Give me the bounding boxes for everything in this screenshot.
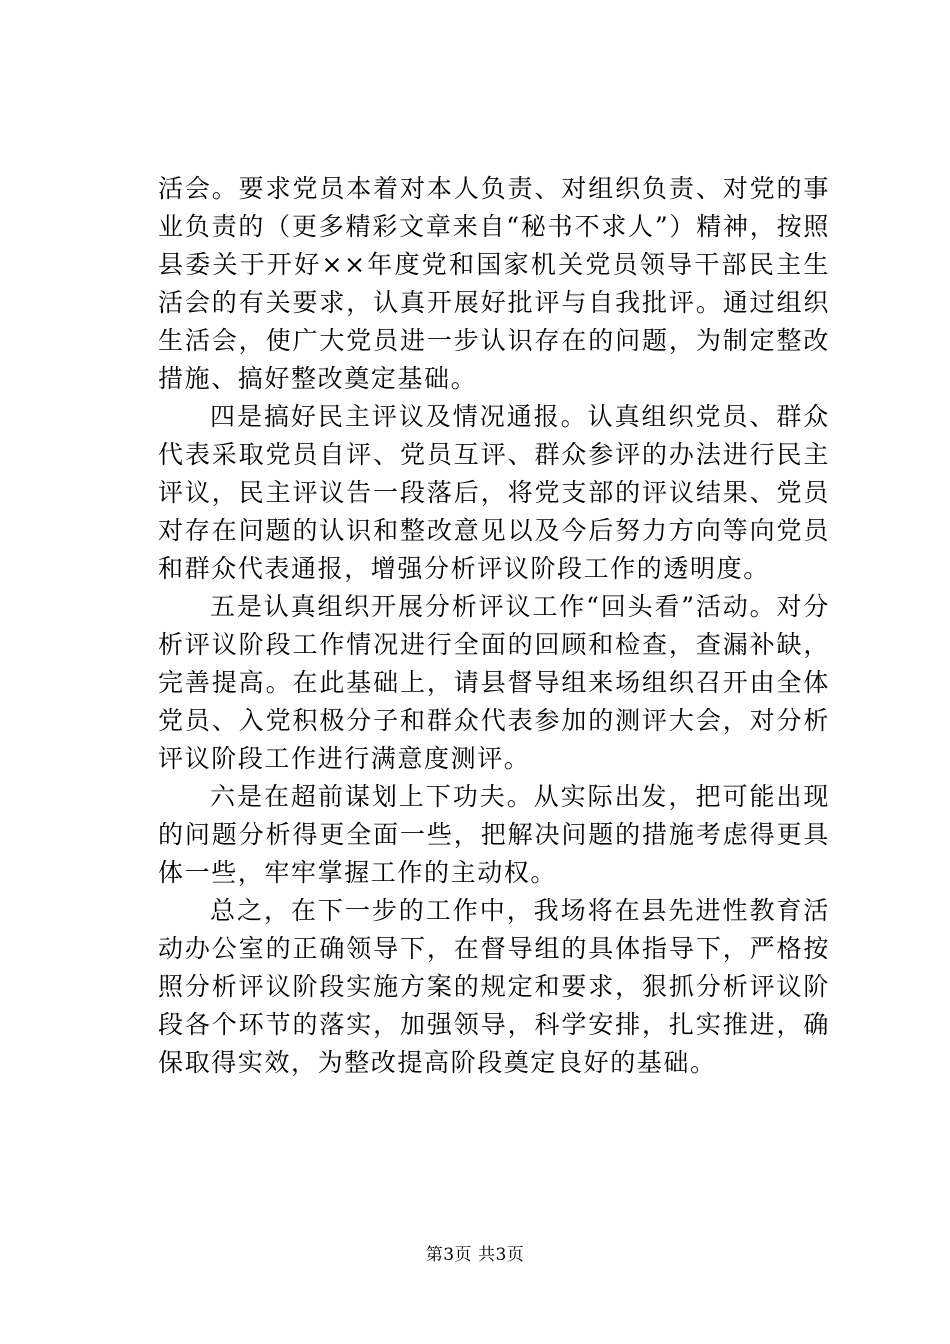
- paragraph-conclusion: 总之，在下一步的工作中，我场将在县先进性教育活动办公室的正确领导下，在督导组的具体指导下，严格按照分析评议阶段实施方案的规定和要求，狠抓分析评议阶段各个环节的落实，加强领导，科学安排，扎实推进，确保取得实效，为整改提高阶段奠定良好的基础。: [158, 896, 830, 1077]
- page-number-footer: 第3页 共3页: [425, 1245, 525, 1265]
- paragraph-item-five: 五是认真组织开展分析评议工作“回头看”活动。对分析评议阶段工作情况进行全面的回顾和检查，查漏补缺，完善提高。在此基础上，请县督导组来场组织召开由全体党员、入党积极分子和群众代表参加的测评大会，对分析评议阶段工作进行满意度测评。: [158, 592, 830, 773]
- paragraph-item-four: 四是搞好民主评议及情况通报。认真组织党员、群众代表采取党员自评、党员互评、群众参评的办法进行民主评议，民主评议告一段落后，将党支部的评议结果、党员对存在问题的认识和整改意见以及今后努力方向等向党员和群众代表通报，增强分析评议阶段工作的透明度。: [158, 402, 830, 583]
- document-body: [158, 170, 830, 1082]
- paragraph-item-six: 六是在超前谋划上下功夫。从实际出发，把可能出现的问题分析得更全面一些，把解决问题的措施考虑得更具体一些，牢牢掌握工作的主动权。: [158, 782, 830, 887]
- paragraph-continuation: 活会。要求党员本着对本人负责、对组织负责、对党的事业负责的（更多精彩文章来自“秘书不求人”）精神，按照县委关于开好××年度党和国家机关党员领导干部民主生活会的有关要求，认真开展好批评与自我批评。通过组织生活会，使广大党员进一步认识存在的问题，为制定整改措施、搞好整改奠定基础。: [158, 174, 830, 393]
